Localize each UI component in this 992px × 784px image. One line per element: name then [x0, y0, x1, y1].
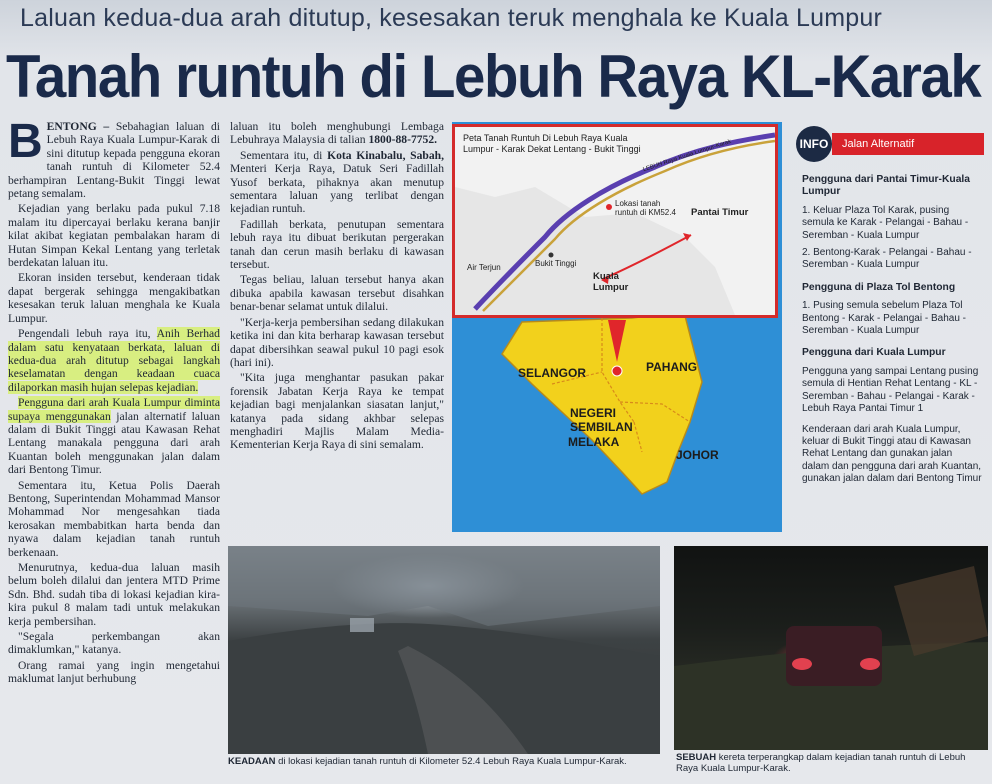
article-paragraph: "Kerja-kerja pembersihan sedang dilakukan ketika ini dan kita berharap kawasan tersebut dapat dibersihkan seawal pukul 10 pagi esok (hari ini).: [230, 315, 444, 369]
photo-graphic: [228, 546, 660, 754]
info-section: [802, 174, 982, 272]
info-item: Kenderaan dari arah Kuala Lumpur, keluar di Bukit Tinggi atau di Kawasan Rehat Lentang dan gunakan jalan dalam dan pengguna dari arah Kuantan, gunakan jalan dalam dari Bentong Timur: [802, 423, 982, 485]
info-item: 1. Keluar Plaza Tol Karak, pusing semula ke Karak - Pelangai - Bahau - Seremban - Kuala Lumpur: [802, 204, 969, 241]
info-subheading: Pengguna di Plaza Tol Bentong: [802, 281, 956, 293]
info-item: 1. Pusing semula sebelum Plaza Tol Bentong - Karak - Pelangai - Bahau - Seremban - Kuala Lumpur: [802, 300, 966, 337]
paragraph-text: Sebahagian laluan di Lebuh Raya Kuala Lumpur-Karak di sini ditutup kepada pengguna ekoran tanah runtuh di Kilometer 52.4 berhampiran Lentang-Bukit Tinggi lewat petang semalam.: [8, 120, 220, 201]
info-sidebar: [792, 122, 988, 530]
caption-text: kereta terperangkap dalam kejadian tanah runtuh di Lebuh Raya Kuala Lumpur-Karak.: [676, 752, 966, 774]
photo-caption: [228, 756, 658, 767]
article-paragraph: [230, 149, 444, 216]
article-paragraph: Sementara itu, Ketua Polis Daerah Bentong, Superintendan Mohammad Mansor Mohammad Nor mengesahkan tiada kerosakan membabitkan harta benda dan nyawa dalam kejadian tanah runtuh berkenaan.: [8, 478, 220, 559]
info-subheading: Pengguna dari Pantai Timur-Kuala Lumpur: [802, 174, 971, 198]
article-paragraph: Menurutnya, kedua-dua laluan masih belum boleh dilalui dan jentera MTD Prime Sdn. Bhd. sudah tiba di lokasi kejadian kira-kira pukul 8 malam tadi untuk melakukan kerja pembersihan.: [8, 561, 220, 628]
article-paragraph: Orang ramai yang ingin mengetahui maklumat lanjut berhubung: [8, 658, 220, 686]
location-dot: [612, 366, 622, 376]
kuala-lumpur-label: Kuala Lumpur: [593, 271, 629, 293]
state-label-negeri-sembilan: NEGERI SEMBILAN: [570, 406, 633, 434]
caption-lead: KEADAAN: [228, 756, 276, 767]
state-label-johor: JOHOR: [676, 448, 719, 462]
paragraph-text: laluan itu boleh menghubungi Lembaga Lebuhraya Malaysia di talian: [230, 120, 444, 147]
caption-lead: SEBUAH: [676, 752, 717, 763]
paragraph-text: jalan alternatif laluan dalam di Bukit Tinggi atau Kawasan Rehat Lentang manakala pengguna dari arah Kuantan boleh menggunakan jalan dalam dari Bentong Timur.: [8, 409, 220, 477]
air-terjun-label: Air Terjun: [467, 263, 501, 272]
kicker-headline: Laluan kedua-dua arah ditutup, kesesakan teruk menghala ke Kuala Lumpur: [20, 4, 882, 32]
pantai-timur-label: Pantai Timur: [691, 207, 749, 218]
photo-caption: [676, 752, 986, 774]
bukit-tinggi-label: Bukit Tinggi: [535, 259, 577, 268]
highlighted-text: Pengguna dari arah Kuala Lumpur diminta supaya menggunakan: [8, 396, 220, 423]
paragraph-text: Pengendali lebuh raya itu,: [18, 327, 151, 341]
info-item: 2. Bentong-Karak - Pelangai - Bahau - Seremban - Kuala Lumpur: [802, 247, 972, 271]
article-paragraph: [8, 120, 220, 200]
main-headline: Tanah runtuh di Lebuh Raya KL-Karak: [6, 43, 981, 110]
article-paragraph: Kejadian yang berlaku pada pukul 7.18 malam itu dipercayai berlaku kerana banjir kilat akibat kegiatan pembalakan haram di Hutan Simpan Kekal Lentang yang terletak berdekatan laluan itu.: [8, 202, 220, 270]
info-section: [802, 347, 982, 485]
photo-graphic: [674, 546, 988, 750]
state-label-selangor: SELANGOR: [518, 366, 587, 380]
state-label-pahang: PAHANG: [646, 360, 698, 374]
info-badge: INFO: [796, 126, 832, 162]
bukit-tinggi-marker: [549, 253, 554, 258]
map-inset: [452, 124, 778, 318]
paragraph-text: Menteri Kerja Raya, Datuk Seri Fadillah Yusof berkata, pihaknya akan menutup sementara laluan yang terlibat dengan kejadian runtuh.: [230, 162, 444, 216]
info-section-title: Jalan Alternatif: [832, 133, 984, 155]
state-label-melaka: MELAKA: [568, 435, 620, 449]
article-paragraph: [8, 396, 220, 476]
article-paragraph: Tegas beliau, laluan tersebut hanya akan dibuka apabila kawasan tersebut disahkan benar-benar selamat untuk dilalui.: [230, 273, 444, 314]
info-subheading: Pengguna dari Kuala Lumpur: [802, 347, 946, 359]
dateline: ENTONG –: [46, 120, 110, 133]
article-column-1: [8, 120, 220, 784]
highlighted-text: Anih Berhad dalam satu kenyataan berkata, laluan di kedua-dua arah ditutup sebagai langkah keselamatan dengan keadaan cuaca dilaporkan masih hujan selepas kejadian.: [8, 327, 220, 394]
highway-label: LEBUH Raya Kuala Lumpur-Karak: [642, 138, 733, 174]
phone-number: 1800-88-7752.: [368, 133, 438, 147]
landslide-location-label: Lokasi tanah runtuh di KM52.4: [615, 199, 676, 217]
trapped-car-photo: [674, 546, 988, 750]
article-paragraph: [8, 327, 220, 394]
article-paragraph: "Segala perkembangan akan dimaklumkan," katanya.: [8, 630, 220, 657]
landslide-marker: [606, 204, 612, 210]
article-column-2: [230, 120, 444, 540]
article-paragraph: Fadillah berkata, penutupan sementara lebuh raya itu dibuat berikutan pergerakan tanah dan cerun masih berlaku di kawasan tersebut.: [230, 217, 444, 272]
article-paragraph: Ekoran insiden tersebut, kenderaan tidak dapat bergerak sehingga mengakibatkan kesesakan teruk laluan menghala ke Kuala Lumpur.: [8, 271, 220, 325]
article-paragraph: "Kita juga menghantar pasukan pakar forensik Jabatan Kerja Raya ke tempat kejadian bagi menjalankan siasatan lanjut," katanya pada sidang akhbar selepas menghadiri Majlis Malam Media-Kementerian Kerja Raya di sini semalam.: [230, 371, 444, 452]
info-body: [802, 174, 982, 496]
place-name: Kota Kinabalu, Sabah,: [327, 148, 444, 162]
info-item: Pengguna yang sampai Lentang pusing semula di Hentian Rehat Lentang - KL - Seremban - Bahau - Pelangai - Karak - Lebuh Raya Pantai Timur 1: [802, 365, 979, 415]
caption-text: di lokasi kejadian tanah runtuh di Kilometer 52.4 Lebuh Raya Kuala Lumpur-Karak.: [278, 756, 627, 767]
drop-cap: B: [8, 120, 43, 168]
info-section: [802, 282, 982, 338]
landslide-photo: [228, 546, 660, 754]
inset-map-title: Peta Tanah Runtuh Di Lebuh Raya Kuala Lumpur - Karak Dekat Lentang - Bukit Tinggi: [463, 133, 641, 154]
article-paragraph: [230, 120, 444, 147]
paragraph-text: Sementara itu, di: [240, 148, 323, 162]
